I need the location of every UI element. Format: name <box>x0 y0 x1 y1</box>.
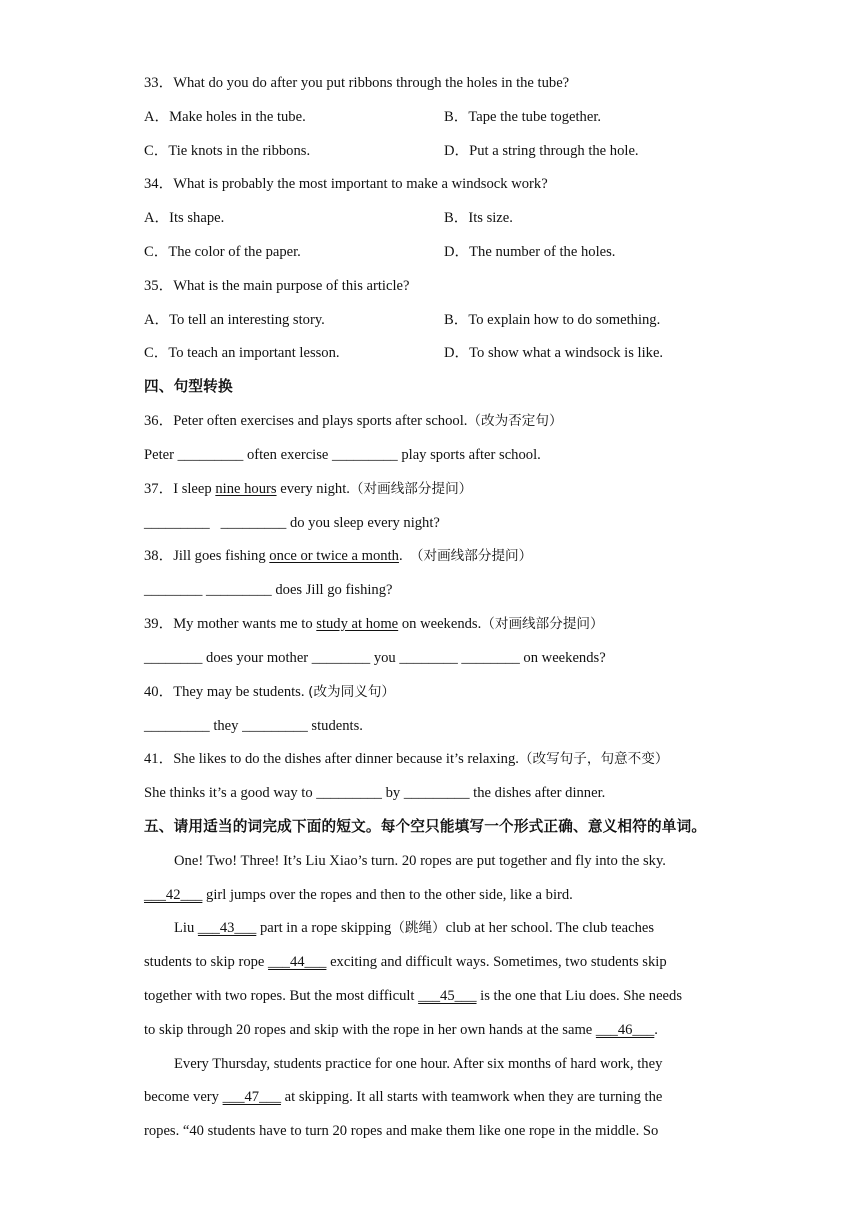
q38-stem: 38．Jill goes fishing once or twice a month. （对画线部分提问） <box>144 548 533 564</box>
blank-45: ___45___ <box>418 988 477 1004</box>
q39-underlined-part: study at home <box>316 616 399 632</box>
q34-stem: 34．What is probably the most important to make a windsock work? <box>144 176 548 192</box>
passage-line: Every Thursday, students practice for one hour. After six months of hard work, they <box>174 1056 663 1072</box>
blank-44: ___44___ <box>268 954 327 970</box>
q33-option-d: D．Put a string through the hole. <box>444 143 639 159</box>
q41-instruction: （改写句子，句意不变） <box>518 751 669 767</box>
q37-answer-line: _________ _________ do you sleep every night? <box>144 515 440 531</box>
q33-option-b: B．Tape the tube together. <box>444 109 602 125</box>
q38-underlined-part: once or twice a month <box>269 548 399 564</box>
q35-option-b: B．To explain how to do something. <box>444 312 661 328</box>
q39-answer-line: ________ does your mother ________ you ________ ________ on weekends? <box>144 650 606 666</box>
q41-stem: 41．She likes to do the dishes after dinner because it’s relaxing.（改写句子，句意不变） <box>144 751 669 767</box>
passage-line: One! Two! Three! It’s Liu Xiao’s turn. 20 ropes are put together and fly into the sky. <box>174 853 666 869</box>
q34-option-c: C．The color of the paper. <box>144 244 301 260</box>
q39-stem: 39．My mother wants me to study at home on weekends.（对画线部分提问） <box>144 616 604 632</box>
q40-stem: 40．They may be students. (改为同义句） <box>144 684 396 700</box>
passage-line: students to skip rope ___44___ exciting and difficult ways. Sometimes, two students skip <box>144 954 667 970</box>
q38-instruction: （对画线部分提问） <box>409 548 533 564</box>
q34-option-b: B．Its size. <box>444 210 513 226</box>
q34-option-d: D．The number of the holes. <box>444 244 616 260</box>
q35-option-c: C．To teach an important lesson. <box>144 345 340 361</box>
q41-answer-line: She thinks it’s a good way to _________ by _________ the dishes after dinner. <box>144 785 606 801</box>
q35-stem: 35．What is the main purpose of this article? <box>144 278 410 294</box>
q34-option-a: A．Its shape. <box>144 210 225 226</box>
passage-line: Liu ___43___ part in a rope skipping（跳绳）club at her school. The club teaches <box>174 920 655 936</box>
q35-option-d: D．To show what a windsock is like. <box>444 345 664 361</box>
passage-line: ropes. “40 students have to turn 20 ropes and make them like one rope in the middle. So <box>144 1123 659 1139</box>
q36-stem: 36．Peter often exercises and plays sports after school.（改为否定句） <box>144 413 563 429</box>
section-heading-5: 五、请用适当的词完成下面的短文。每个空只能填写一个形式正确、意义相符的单词。 <box>144 818 707 835</box>
blank-47: ___47___ <box>222 1089 281 1105</box>
blank-46: ___46___ <box>595 1022 655 1038</box>
q40-answer-line: _________ they _________ students. <box>144 718 363 734</box>
q33-option-a: A．Make holes in the tube. <box>144 109 306 125</box>
q37-stem: 37．I sleep nine hours every night.（对画线部分提问） <box>144 481 473 497</box>
q35-option-a: A．To tell an interesting story. <box>144 312 325 328</box>
q33-stem: 33．What do you do after you put ribbons through the holes in the tube? <box>144 75 570 91</box>
q37-underlined-part: nine hours <box>215 481 277 497</box>
q39-instruction: （对画线部分提问） <box>481 616 604 632</box>
q33-option-c: C．Tie knots in the ribbons. <box>144 143 311 159</box>
passage-line: together with two ropes. But the most difficult ___45___ is the one that Liu does. She needs <box>144 988 683 1004</box>
blank-43: ___43___ <box>197 920 257 936</box>
q40-instruction: (改为同义句） <box>308 684 396 700</box>
q36-answer-line: Peter _________ often exercise _________ play sports after school. <box>144 447 541 463</box>
passage-line: ___42___ girl jumps over the ropes and then to the other side, like a bird. <box>144 887 573 903</box>
q38-answer-line: ________ _________ does Jill go fishing? <box>144 582 393 598</box>
passage-line: become very ___47___ at skipping. It all starts with teamwork when they are turning the <box>144 1089 663 1105</box>
q36-instruction: （改为否定句） <box>467 413 563 429</box>
blank-42: ___42___ <box>144 887 203 903</box>
passage-line: to skip through 20 ropes and skip with the rope in her own hands at the same ___46___. <box>144 1022 658 1038</box>
section-heading-4: 四、句型转换 <box>144 378 233 395</box>
q37-instruction: （对画线部分提问） <box>349 481 473 497</box>
